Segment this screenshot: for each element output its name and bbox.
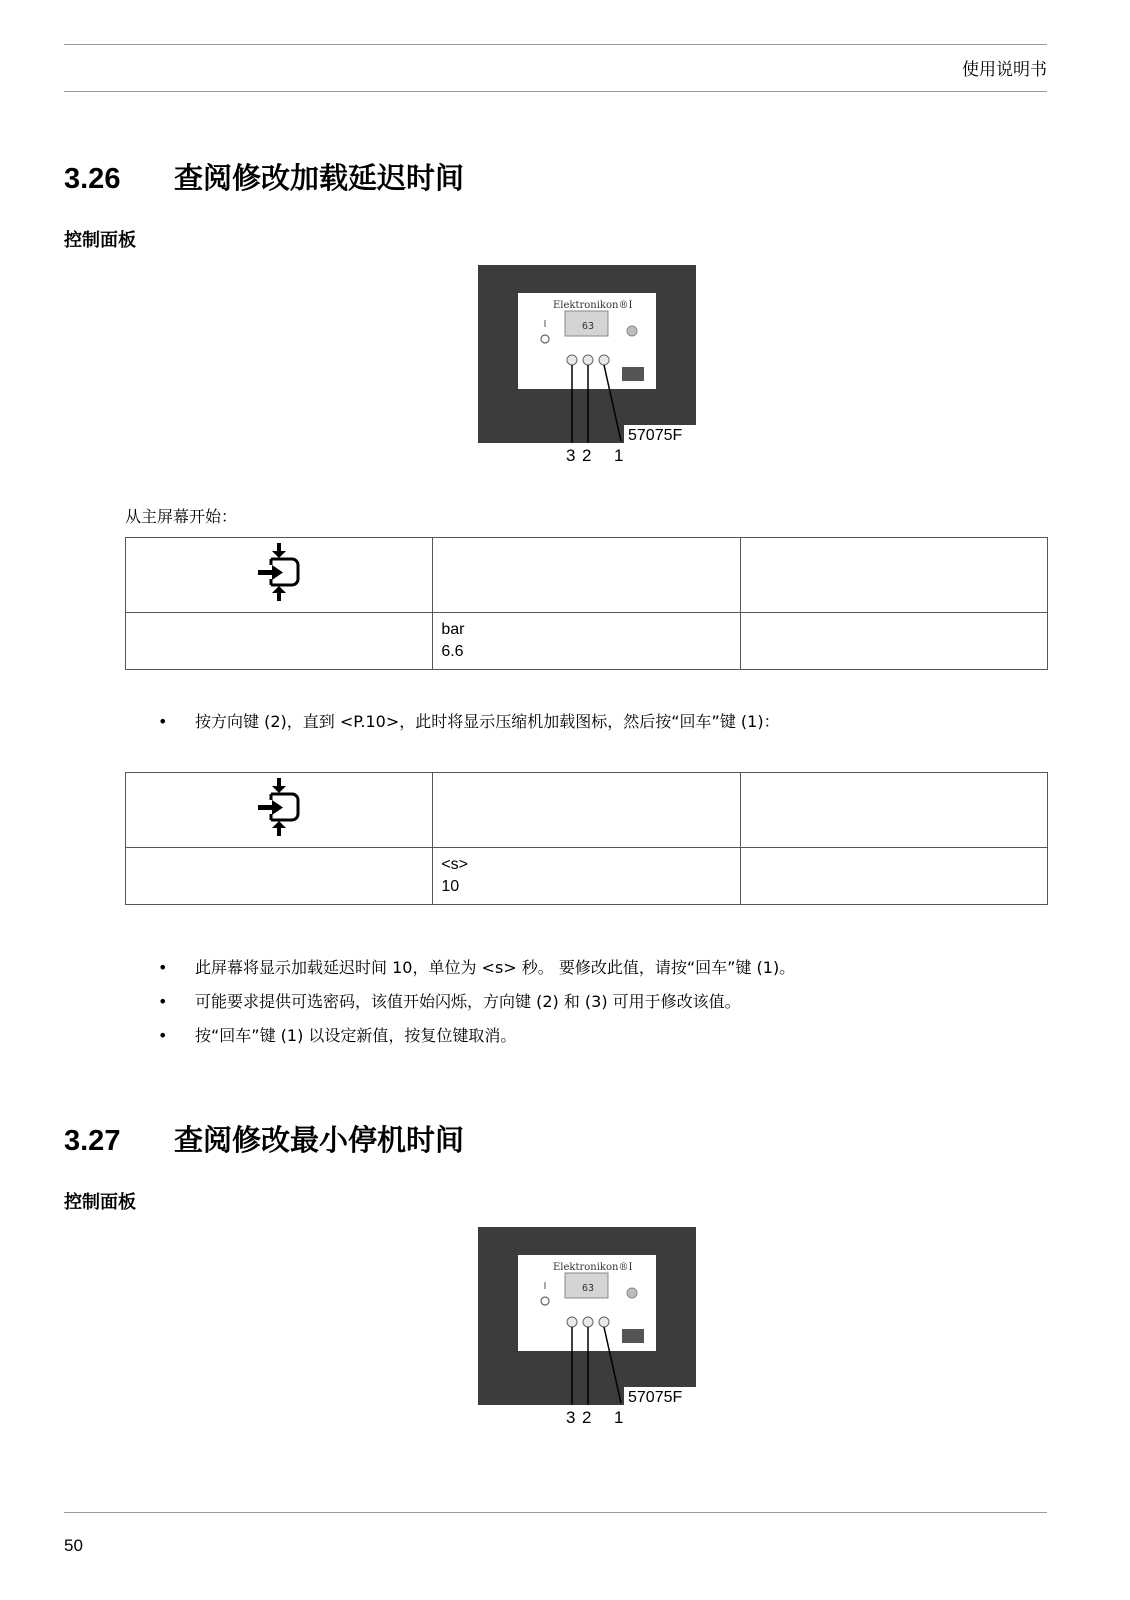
key-3-icon [567,1317,577,1327]
figure-code: 57075F [628,1389,683,1406]
section-3-27-heading [64,1118,464,1159]
callout-label-2: 2 [582,446,592,465]
list-item: • 此屏幕将显示加载延迟时间 10，单位为 <s> 秒。 要修改此值，请按“回车”键 (1)。 [158,958,796,977]
start-button-icon [541,1297,549,1305]
subsection-title: 控制面板 [64,230,136,251]
subsection-title: 控制面板 [64,1192,136,1213]
start-button-icon [541,335,549,343]
brand-label: Elektronikon®I [553,1262,633,1273]
header-rule-bottom [64,91,1047,92]
icon-cell [126,773,433,848]
logo-block [622,367,644,381]
callout-label-3: 3 [566,446,576,465]
section-number: 3.27 [64,1125,121,1157]
control-panel-figure [478,265,698,472]
empty-cell [126,613,433,670]
stop-button-icon [627,326,637,336]
empty-cell [740,613,1047,670]
unit-label: bar [441,621,465,638]
footer-rule [64,1512,1047,1513]
section-title: 查阅修改加载延迟时间 [174,163,465,195]
compressor-load-icon [256,543,302,601]
value-cell [433,613,740,670]
stop-button-icon [627,1288,637,1298]
callout-label-2: 2 [582,1408,592,1427]
logo-block [622,1329,644,1343]
value-label: 10 [441,878,460,895]
header-rule-top [64,44,1047,45]
intro-text: 从主屏幕开始： [125,507,238,526]
key-1-icon [599,1317,609,1327]
section-title: 查阅修改最小停机时间 [174,1125,465,1157]
notes-list [158,957,795,1059]
lcd-value: 63 [582,321,595,332]
section-number: 3.26 [64,163,121,195]
icon-cell [126,538,433,613]
empty-cell [740,538,1047,613]
brand-label: Elektronikon®I [553,300,633,311]
value-cell [433,848,740,905]
empty-cell [126,848,433,905]
control-panel-figure [478,1227,698,1434]
figure-code: 57075F [628,427,683,444]
callout-label-1: 1 [614,1408,624,1427]
list-item: • 按“回车”键 (1) 以设定新值，按复位键取消。 [158,1026,517,1045]
empty-cell [740,848,1047,905]
section-3-26-heading [64,156,464,197]
key-1-icon [599,355,609,365]
compressor-load-icon [256,778,302,836]
screen-table-1 [125,537,1048,670]
callout-label-1: 1 [614,446,624,465]
empty-cell [433,773,740,848]
list-item: • 可能要求提供可选密码，该值开始闪烁，方向键 (2) 和 (3) 可用于修改该值。 [158,992,741,1011]
screen-table-2 [125,772,1048,905]
key-2-icon [583,355,593,365]
key-2-icon [583,1317,593,1327]
unit-label: <s> [441,856,469,873]
key-3-icon [567,355,577,365]
value-label: 6.6 [441,643,464,660]
callout-label-3: 3 [566,1408,576,1427]
lcd-value: 63 [582,1283,595,1294]
empty-cell [740,773,1047,848]
page-number: 50 [64,1536,83,1555]
empty-cell [433,538,740,613]
list-item: • 按方向键 (2)，直到 <P.10>，此时将显示压缩机加载图标，然后按“回车”键 (1)： [158,712,780,731]
header-title: 使用说明书 [962,60,1047,80]
step-list [158,711,780,745]
